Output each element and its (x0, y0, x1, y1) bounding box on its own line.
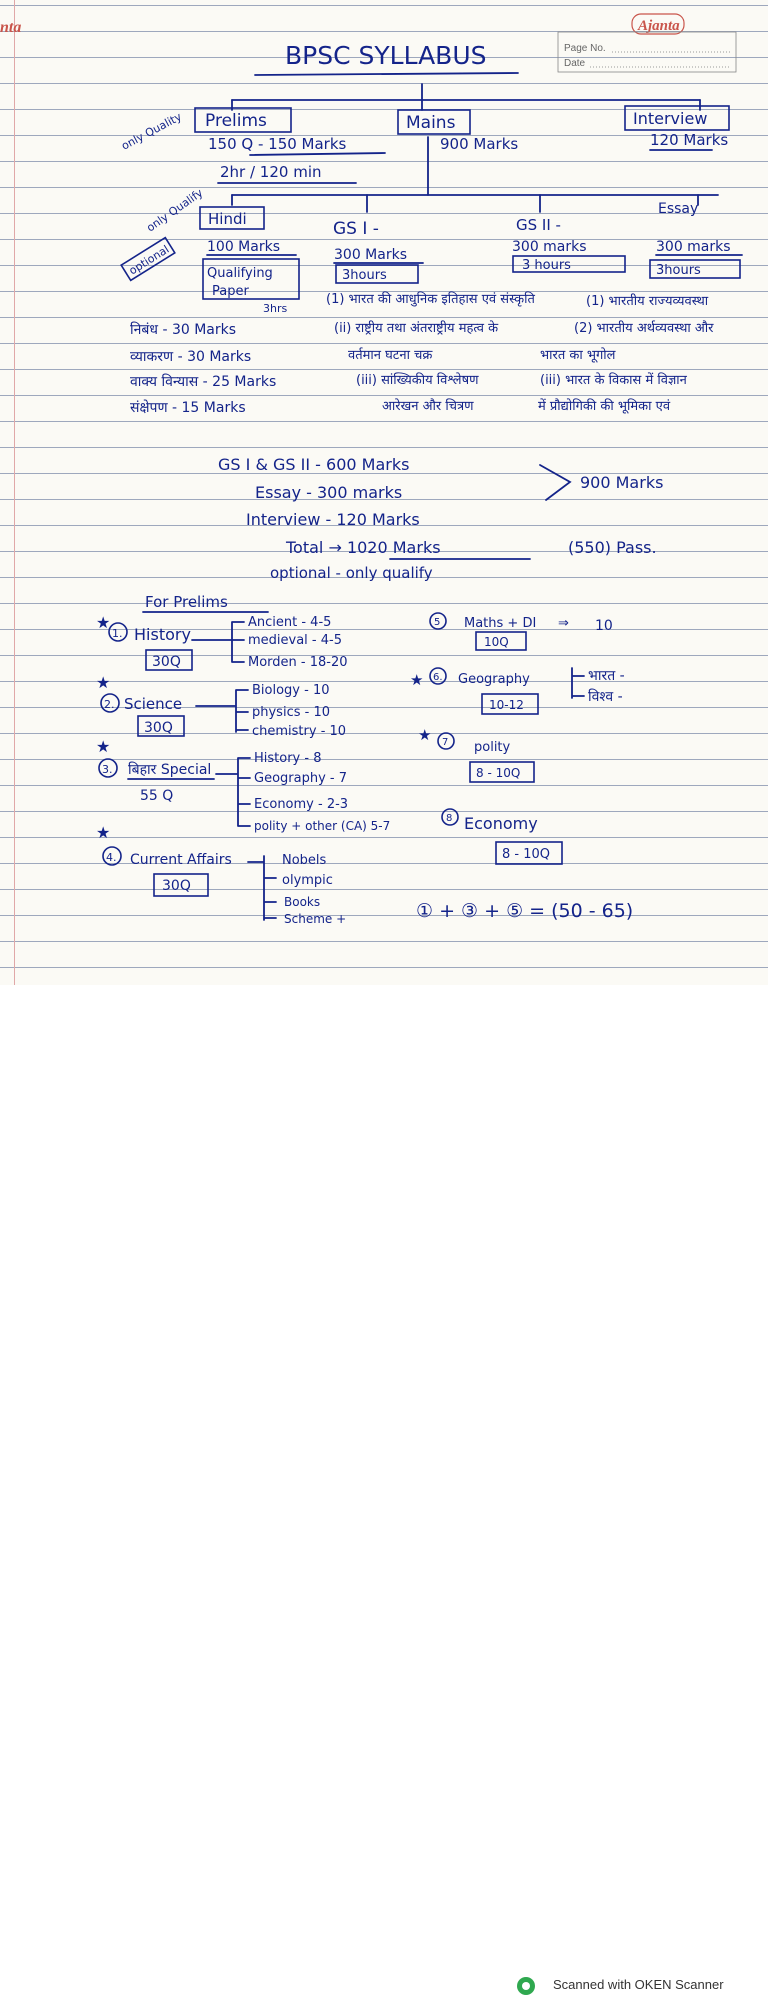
summary-900: 900 Marks (580, 473, 664, 492)
gs1-marks: 300 Marks (334, 247, 407, 263)
science-item-2: chemistry - 10 (252, 724, 347, 739)
star-icon: ★ (96, 737, 111, 756)
summary-gs: GS I & GS II - 600 Marks (218, 455, 410, 474)
gs-line-0: (1) भारतीय राज्यव्यवस्था (586, 294, 709, 309)
gs-line-5: (iii) सांख्यिकीय विश्लेषण (356, 373, 479, 388)
gs2-marks: 300 marks (512, 239, 587, 255)
gs1-label: GS I - (333, 219, 379, 239)
hindi-label: Hindi (208, 210, 247, 228)
mains-marks: 900 Marks (440, 135, 519, 153)
bihar-item-2: Economy - 2-3 (254, 797, 349, 812)
geography-branch (572, 668, 584, 698)
brand-right: Ajanta (638, 18, 680, 34)
essay-marks: 300 marks (656, 239, 731, 255)
science-item-1: physics - 10 (252, 705, 330, 720)
star-icon: ★ (96, 823, 111, 842)
science-branch (196, 690, 248, 732)
bihar-num: 3. (102, 763, 113, 776)
optional-label: optional (126, 242, 172, 278)
maths-q: 10Q (484, 635, 509, 649)
brand-left: nta (0, 19, 22, 36)
ca-num: 4. (106, 851, 117, 864)
gs-line-7: आरेखन और चित्रण (382, 399, 474, 414)
hindi-marks: 100 Marks (207, 239, 280, 255)
summary-total: Total → 1020 Marks (286, 538, 441, 557)
prelims-label: Prelims (205, 111, 267, 131)
hindi-line-1: निबंध - 30 Marks (130, 322, 237, 338)
summary-brace (540, 465, 570, 500)
gs-line-3: वर्तमान घटना चक्र (348, 348, 433, 363)
interview-marks: 120 Marks (650, 131, 729, 149)
essay-hours: 3hours (656, 263, 701, 278)
gs2-hours: 3 hours (522, 258, 571, 273)
hindi-qualifying: Qualifying (207, 266, 273, 281)
bihar-title: बिहार Special (128, 762, 212, 778)
ca-title: Current Affairs (130, 852, 232, 868)
history-branch (192, 622, 244, 662)
gs-line-8: में प्रौद्योगिकी की भूमिका एवं (538, 399, 671, 414)
geography-item-0: भारत - (588, 668, 625, 684)
geography-item-1: विश्व - (588, 689, 623, 705)
title-underline (255, 73, 518, 75)
hindi-paper: Paper (212, 284, 249, 299)
history-title: History (134, 625, 191, 644)
science-title: Science (124, 695, 183, 713)
summary-interview: Interview - 120 Marks (246, 510, 420, 529)
ca-item-0: Nobels (282, 853, 327, 868)
summary-pass: (550) Pass. (568, 538, 657, 557)
prelims-heading: For Prelims (145, 593, 228, 611)
hindi-line-4: संक्षेपण - 15 Marks (130, 400, 246, 416)
scanner-footer (0, 985, 768, 1992)
prelims-time: 2hr / 120 min (220, 163, 322, 181)
history-q: 30Q (152, 654, 181, 670)
interview-label: Interview (633, 109, 708, 128)
essay-label: Essay (658, 201, 699, 217)
ca-item-1: olympic (282, 873, 333, 888)
hindi-line-3: वाक्य विन्यास - 25 Marks (130, 374, 277, 390)
bihar-item-1: Geography - 7 (254, 771, 347, 786)
gs-line-6: (iii) भारत के विकास में विज्ञान (540, 373, 687, 388)
maths-title: Maths + DI (464, 616, 537, 631)
polity-q: 8 - 10Q (476, 766, 521, 780)
gs1-hours: 3hours (342, 268, 387, 283)
ca-q: 30Q (162, 878, 191, 894)
bihar-item-3: polity + other (CA) 5-7 (254, 819, 391, 833)
ca-item-3: Scheme + (284, 912, 347, 926)
polity-num: 7 (442, 737, 449, 748)
gs2-label: GS II - (516, 216, 561, 234)
geography-q: 10-12 (489, 698, 524, 712)
star-icon: ★ (96, 613, 111, 632)
bihar-q: 55 Q (140, 788, 174, 804)
gs-line-4: भारत का भूगोल (540, 348, 616, 363)
history-item-1: medieval - 4-5 (248, 633, 342, 648)
scanner-logo-icon (516, 1976, 536, 1996)
gs-line-2: (2) भारतीय अर्थव्यवस्था और (574, 321, 714, 336)
scanner-watermark: Scanned with OKEN Scanner (553, 1977, 724, 1992)
only-qualify-note-2: only Qualify (144, 186, 206, 235)
ca-item-2: Books (284, 895, 321, 909)
geography-num: 6. (433, 672, 443, 683)
summary-essay: Essay - 300 marks (255, 483, 403, 502)
history-num: 1. (112, 627, 123, 640)
science-q: 30Q (144, 720, 173, 736)
bihar-branch (216, 758, 250, 826)
notebook-page (0, 0, 768, 985)
hindi-line-2: व्याकरण - 30 Marks (130, 349, 252, 365)
date-label: Date (564, 58, 586, 69)
hindi-line-0: (1) भारत की आधुनिक इतिहास एवं संस्कृति (326, 292, 535, 307)
history-item-0: Ancient - 4-5 (248, 615, 332, 630)
maths-value: 10 (595, 618, 613, 634)
mains-label: Mains (406, 113, 456, 133)
prelims-q-underline (250, 153, 385, 155)
prelims-formula: ① + ③ + ⑤ = (50 - 65) (416, 900, 634, 922)
geography-title: Geography (458, 672, 530, 687)
star-icon: ★ (418, 726, 432, 744)
handwritten-notes (0, 0, 768, 985)
polity-title: polity (474, 740, 511, 755)
page-no-label: Page No. (564, 43, 606, 54)
star-icon: ★ (96, 673, 111, 692)
only-qualify-note: only Quality (119, 110, 184, 153)
economy-num: 8 (446, 813, 453, 824)
star-icon: ★ (410, 671, 424, 689)
maths-arrow: ⇒ (558, 616, 569, 631)
history-item-2: Morden - 18-20 (248, 655, 348, 670)
economy-q: 8 - 10Q (502, 847, 551, 862)
ca-branch (248, 856, 276, 920)
economy-title: Economy (464, 814, 538, 833)
science-item-0: Biology - 10 (252, 683, 330, 698)
bihar-item-0: History - 8 (254, 751, 322, 766)
page-title: BPSC SYLLABUS (285, 41, 487, 70)
prelims-questions: 150 Q - 150 Marks (208, 135, 347, 153)
science-num: 2. (104, 698, 115, 711)
maths-num: 5 (434, 617, 441, 628)
gs-line-1: (ii) राष्ट्रीय तथा अंतराष्ट्रीय महत्व के (334, 321, 499, 336)
summary-optional: optional - only qualify (270, 564, 433, 582)
hindi-hours: 3hrs (263, 302, 288, 315)
